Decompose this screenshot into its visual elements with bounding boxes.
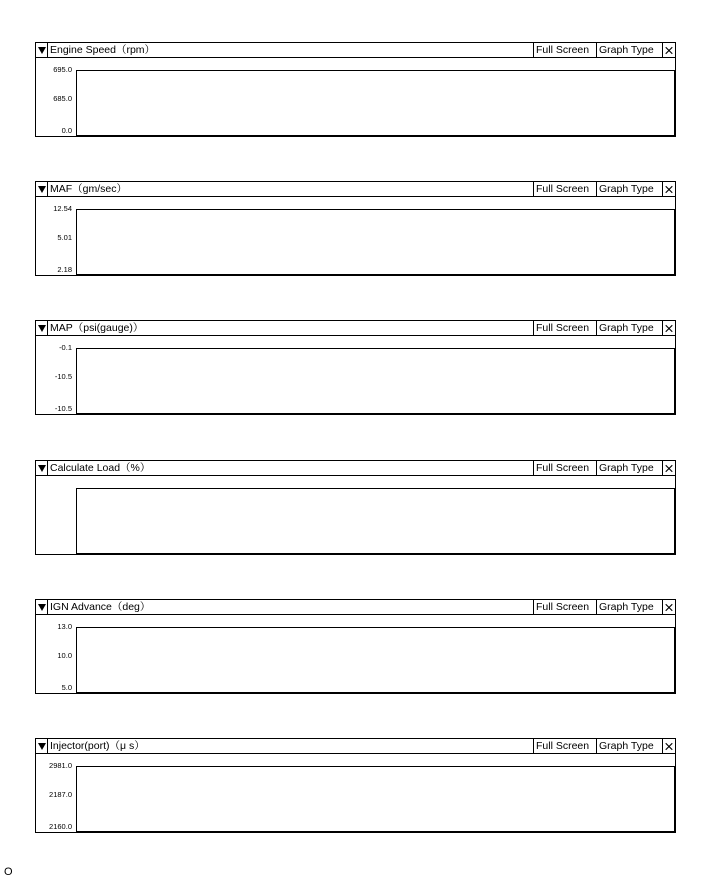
y-tick-label: 13.0 <box>57 622 72 631</box>
y-tick-label: 685.0 <box>53 94 72 103</box>
corner-mark: O <box>4 866 13 878</box>
graph-panel <box>35 738 676 833</box>
graph-svg <box>77 767 676 833</box>
panel-header <box>36 321 675 336</box>
graph-panel <box>35 320 676 415</box>
y-tick-label: -10.5 <box>54 404 72 413</box>
panel-title: MAP（psi(gauge)） <box>50 322 144 334</box>
graph-type-button[interactable]: Graph Type <box>596 321 662 335</box>
y-tick-label: 10.0 <box>57 651 72 660</box>
graph-panel <box>35 42 676 137</box>
y-tick-label: 0.0 <box>61 126 72 135</box>
graph-svg <box>77 489 676 555</box>
full-screen-button[interactable]: Full Screen <box>533 43 596 57</box>
close-icon[interactable] <box>662 182 675 196</box>
graph-panel <box>35 460 676 555</box>
graph-plot-area[interactable] <box>76 70 675 136</box>
y-tick-label: 2.18 <box>57 265 72 274</box>
graph-type-button[interactable]: Graph Type <box>596 600 662 614</box>
graph-plot-area[interactable] <box>76 766 675 832</box>
panel-title: IGN Advance（deg） <box>50 601 151 613</box>
graph-svg <box>77 349 676 415</box>
close-icon[interactable] <box>662 43 675 57</box>
panel-title: Injector(port)（μ s） <box>50 740 145 752</box>
panel-title: Engine Speed（rpm） <box>50 44 156 56</box>
y-tick-label: 5.0 <box>61 683 72 692</box>
y-tick-label: 2187.0 <box>49 790 72 799</box>
panel-title: Calculate Load（%） <box>50 462 151 474</box>
y-tick-label: 12.54 <box>53 204 72 213</box>
close-icon[interactable] <box>662 739 675 753</box>
graph-panel <box>35 181 676 276</box>
full-screen-button[interactable]: Full Screen <box>533 739 596 753</box>
full-screen-button[interactable]: Full Screen <box>533 461 596 475</box>
graph-svg <box>77 71 676 137</box>
close-icon[interactable] <box>662 461 675 475</box>
graph-plot-area[interactable] <box>76 627 675 693</box>
collapse-triangle-icon[interactable] <box>36 182 48 196</box>
y-tick-label: -0.1 <box>59 343 72 352</box>
panel-title: MAF（gm/sec） <box>50 183 128 195</box>
y-tick-label: 2981.0 <box>49 761 72 770</box>
full-screen-button[interactable]: Full Screen <box>533 600 596 614</box>
close-icon[interactable] <box>662 321 675 335</box>
y-tick-label: -10.5 <box>54 372 72 381</box>
collapse-triangle-icon[interactable] <box>36 321 48 335</box>
close-icon[interactable] <box>662 600 675 614</box>
panel-header <box>36 461 675 476</box>
full-screen-button[interactable]: Full Screen <box>533 182 596 196</box>
graph-type-button[interactable]: Graph Type <box>596 461 662 475</box>
collapse-triangle-icon[interactable] <box>36 461 48 475</box>
collapse-triangle-icon[interactable] <box>36 739 48 753</box>
full-screen-button[interactable]: Full Screen <box>533 321 596 335</box>
collapse-triangle-icon[interactable] <box>36 43 48 57</box>
graph-type-button[interactable]: Graph Type <box>596 739 662 753</box>
panel-header <box>36 600 675 615</box>
graph-svg <box>77 628 676 694</box>
graph-plot-area[interactable] <box>76 488 675 554</box>
y-tick-label: 5.01 <box>57 233 72 242</box>
graph-svg <box>77 210 676 276</box>
y-tick-label: 2160.0 <box>49 822 72 831</box>
graph-type-button[interactable]: Graph Type <box>596 43 662 57</box>
panel-header <box>36 739 675 754</box>
graph-plot-area[interactable] <box>76 209 675 275</box>
graph-panel <box>35 599 676 694</box>
panel-header <box>36 182 675 197</box>
graph-plot-area[interactable] <box>76 348 675 414</box>
collapse-triangle-icon[interactable] <box>36 600 48 614</box>
panel-header <box>36 43 675 58</box>
y-tick-label: 695.0 <box>53 65 72 74</box>
graph-type-button[interactable]: Graph Type <box>596 182 662 196</box>
